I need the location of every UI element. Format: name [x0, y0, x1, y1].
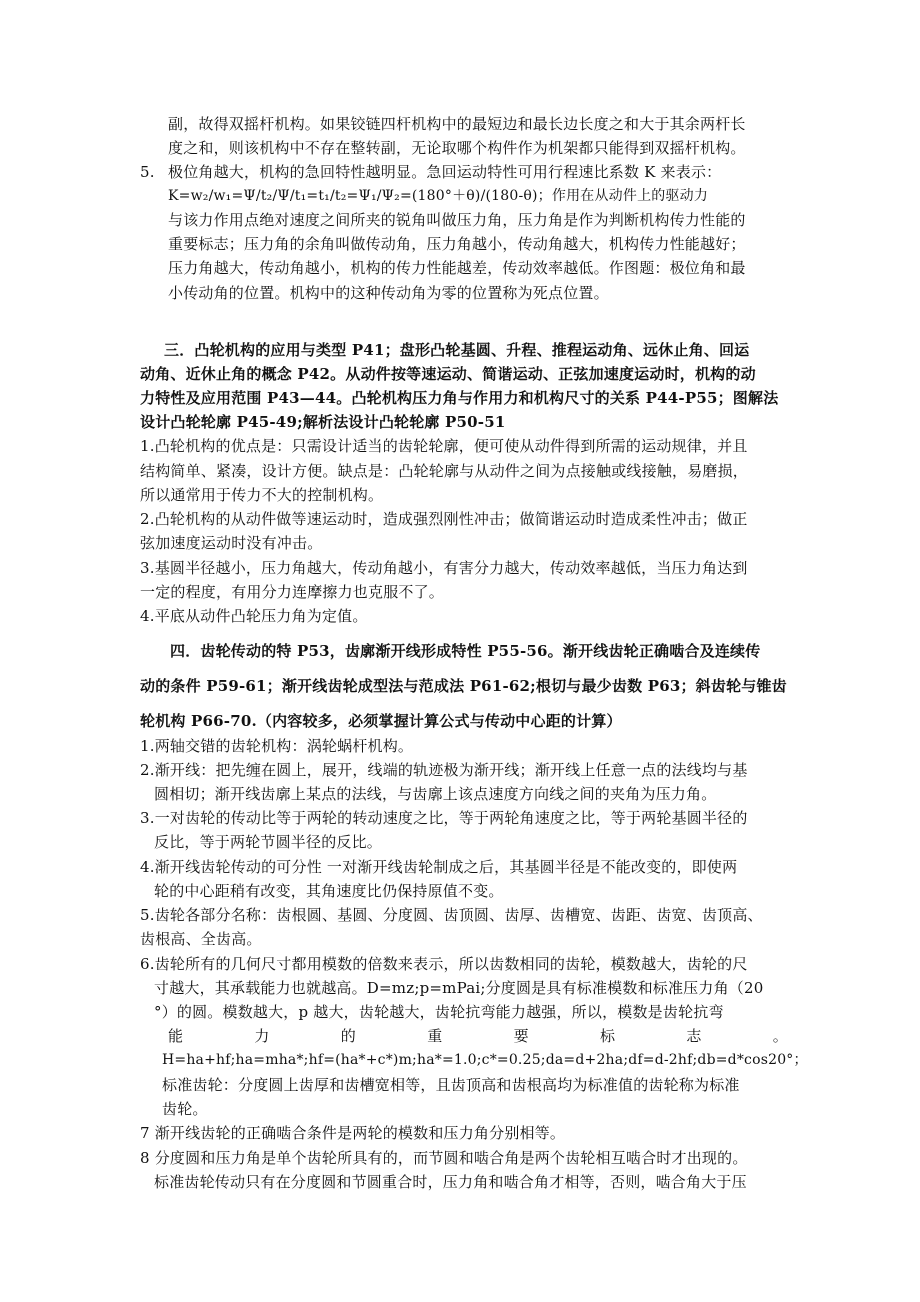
- text-line: 反比，等于两轮节圆半径的反比。: [154, 833, 383, 851]
- text-line: 1.凸轮机构的优点是：只需设计适当的齿轮轮廓，便可使从动件得到所需的运动规律，并且: [140, 437, 748, 455]
- section-heading: 动的条件 P59-61；渐开线齿轮成型法与范成法 P61-62;根切与最少齿数 P63；斜齿轮与锥齿: [140, 677, 787, 695]
- text-line: 4.渐开线齿轮传动的可分性 一对渐开线齿轮制成之后，其基圆半径是不能改变的，即使两: [140, 858, 738, 876]
- section-heading: 设计凸轮轮廓 P45-49;解析法设计凸轮轮廓 P50-51: [140, 413, 506, 431]
- section-heading: 力特性及应用范围 P43—44。凸轮机构压力角与作用力和机构尺寸的关系 P44-P55；图解法: [140, 389, 779, 407]
- text-line: 与该力作用点绝对速度之间所夹的锐角叫做压力角，压力角是作为判断机构传力性能的: [168, 211, 746, 229]
- text-line: 6.齿轮所有的几何尺寸都用模数的倍数来表示，所以齿数相同的齿轮，模数越大，齿轮的尺: [140, 955, 748, 973]
- text-line: 2.渐开线：把先缠在圆上，展开，线端的轨迹极为渐开线；渐开线上任意一点的法线均与基: [140, 761, 748, 779]
- formula-line: H=ha+hf;ha=mha*;hf=(ha*+c*)m;ha*=1.0;c*=0.25;da=d+2ha;df=d-2hf;db=d*cos20°；: [162, 1052, 808, 1068]
- text-line: 能 力 的 重 要 标 志 。: [168, 1027, 788, 1045]
- section-heading: 三．凸轮机构的应用与类型 P41；盘形凸轮基圆、升程、推程运动角、远休止角、回运: [164, 341, 750, 359]
- text-line: 标准齿轮传动只有在分度圆和节圆重合时，压力角和啮合角才相等，否则，啮合角大于压: [154, 1173, 747, 1191]
- text-line: 极位角越大，机构的急回特性越明显。急回运动特性可用行程速比系数 K 来表示：: [168, 163, 722, 181]
- text-line: 弦加速度运动时没有冲击。: [140, 534, 323, 552]
- text-line: 结构简单、紧凑，设计方便。缺点是：凸轮轮廓与从动件之间为点接触或线接触，易磨损，: [140, 462, 749, 480]
- text-line: 3.一对齿轮的传动比等于两轮的转动速度之比，等于两轮角速度之比，等于两轮基圆半径的: [140, 809, 748, 827]
- text-line: 小传动角的位置。机构中的这种传动角为零的位置称为死点位置。: [168, 284, 609, 302]
- text-line: 重要标志；压力角的余角叫做传动角，压力角越小，传动角越大，机构传力性能越好；: [168, 235, 746, 253]
- list-number: 5.: [140, 163, 155, 181]
- text-line: 齿轮。: [162, 1100, 208, 1118]
- text-line: 7 渐开线齿轮的正确啮合条件是两轮的模数和压力角分别相等。: [140, 1124, 566, 1142]
- text-line: 4.平底从动件凸轮压力角为定值。: [140, 607, 368, 625]
- text-line: 压力角越大，传动角越小，机构的传力性能越差，传动效率越低。作图题：极位角和最: [168, 259, 746, 277]
- section-heading: 轮机构 P66-70.（内容较多，必须掌握计算公式与传动中心距的计算）: [140, 712, 622, 730]
- text-line: 8 分度圆和压力角是单个齿轮所具有的，而节圆和啮合角是两个齿轮相互啮合时才出现的。: [140, 1149, 748, 1167]
- section-heading: 四．齿轮传动的特 P53，齿廓渐开线形成特性 P55-56。渐开线齿轮正确啮合及连续传: [170, 642, 761, 660]
- text-line: 副，故得双摇杆机构。如果铰链四杆机构中的最短边和最长边长度之和大于其余两杆长: [168, 115, 746, 133]
- text-line: 5.齿轮各部分名称：齿根圆、基圆、分度圆、齿顶圆、齿厚、齿槽宽、齿距、齿宽、齿顶高、: [140, 906, 763, 924]
- formula-line: K=w₂/w₁=Ψ/t₂/Ψ/t₁=t₁/t₂=Ψ₁/Ψ₂=(180°＋θ)/(180-θ)；作用在从动件上的驱动力: [168, 188, 709, 204]
- text-line: °）的圆。模数越大，p 越大，齿轮越大，齿轮抗弯能力越强，所以，模数是齿轮抗弯: [154, 1003, 724, 1021]
- text-line: 度之和，则该机构中不存在整转副，无论取哪个构件作为机架都只能得到双摇杆机构。: [168, 139, 746, 157]
- text-line: 标准齿轮：分度圆上齿厚和齿槽宽相等，且齿顶高和齿根高均为标准值的齿轮称为标准: [162, 1076, 740, 1094]
- text-line: 寸越大，其承载能力也就越高。D=mz;p=mPai;分度圆是具有标准模数和标准压力角（20: [154, 979, 764, 997]
- text-line: 所以通常用于传力不大的控制机构。: [140, 486, 384, 504]
- text-line: 圆相切；渐开线齿廓上某点的法线，与齿廓上该点速度方向线之间的夹角为压力角。: [154, 785, 717, 803]
- text-line: 一定的程度，有用分力连摩擦力也克服不了。: [140, 583, 445, 601]
- section-heading: 动角、近休止角的概念 P42。从动件按等速运动、简谐运动、正弦加速度运动时，机构的动: [140, 365, 756, 383]
- text-line: 3.基圆半径越小，压力角越大，传动角越小，有害分力越大，传动效率越低，当压力角达到: [140, 559, 748, 577]
- text-line: 2.凸轮机构的从动件做等速运动时，造成强烈刚性冲击；做简谐运动时造成柔性冲击；做正: [140, 510, 748, 528]
- text-line: 轮的中心距稍有改变，其角速度比仍保持原值不变。: [154, 882, 504, 900]
- text-line: 1.两轴交错的齿轮机构：涡轮蜗杆机构。: [140, 737, 414, 755]
- text-line: 齿根高、全齿高。: [140, 930, 262, 948]
